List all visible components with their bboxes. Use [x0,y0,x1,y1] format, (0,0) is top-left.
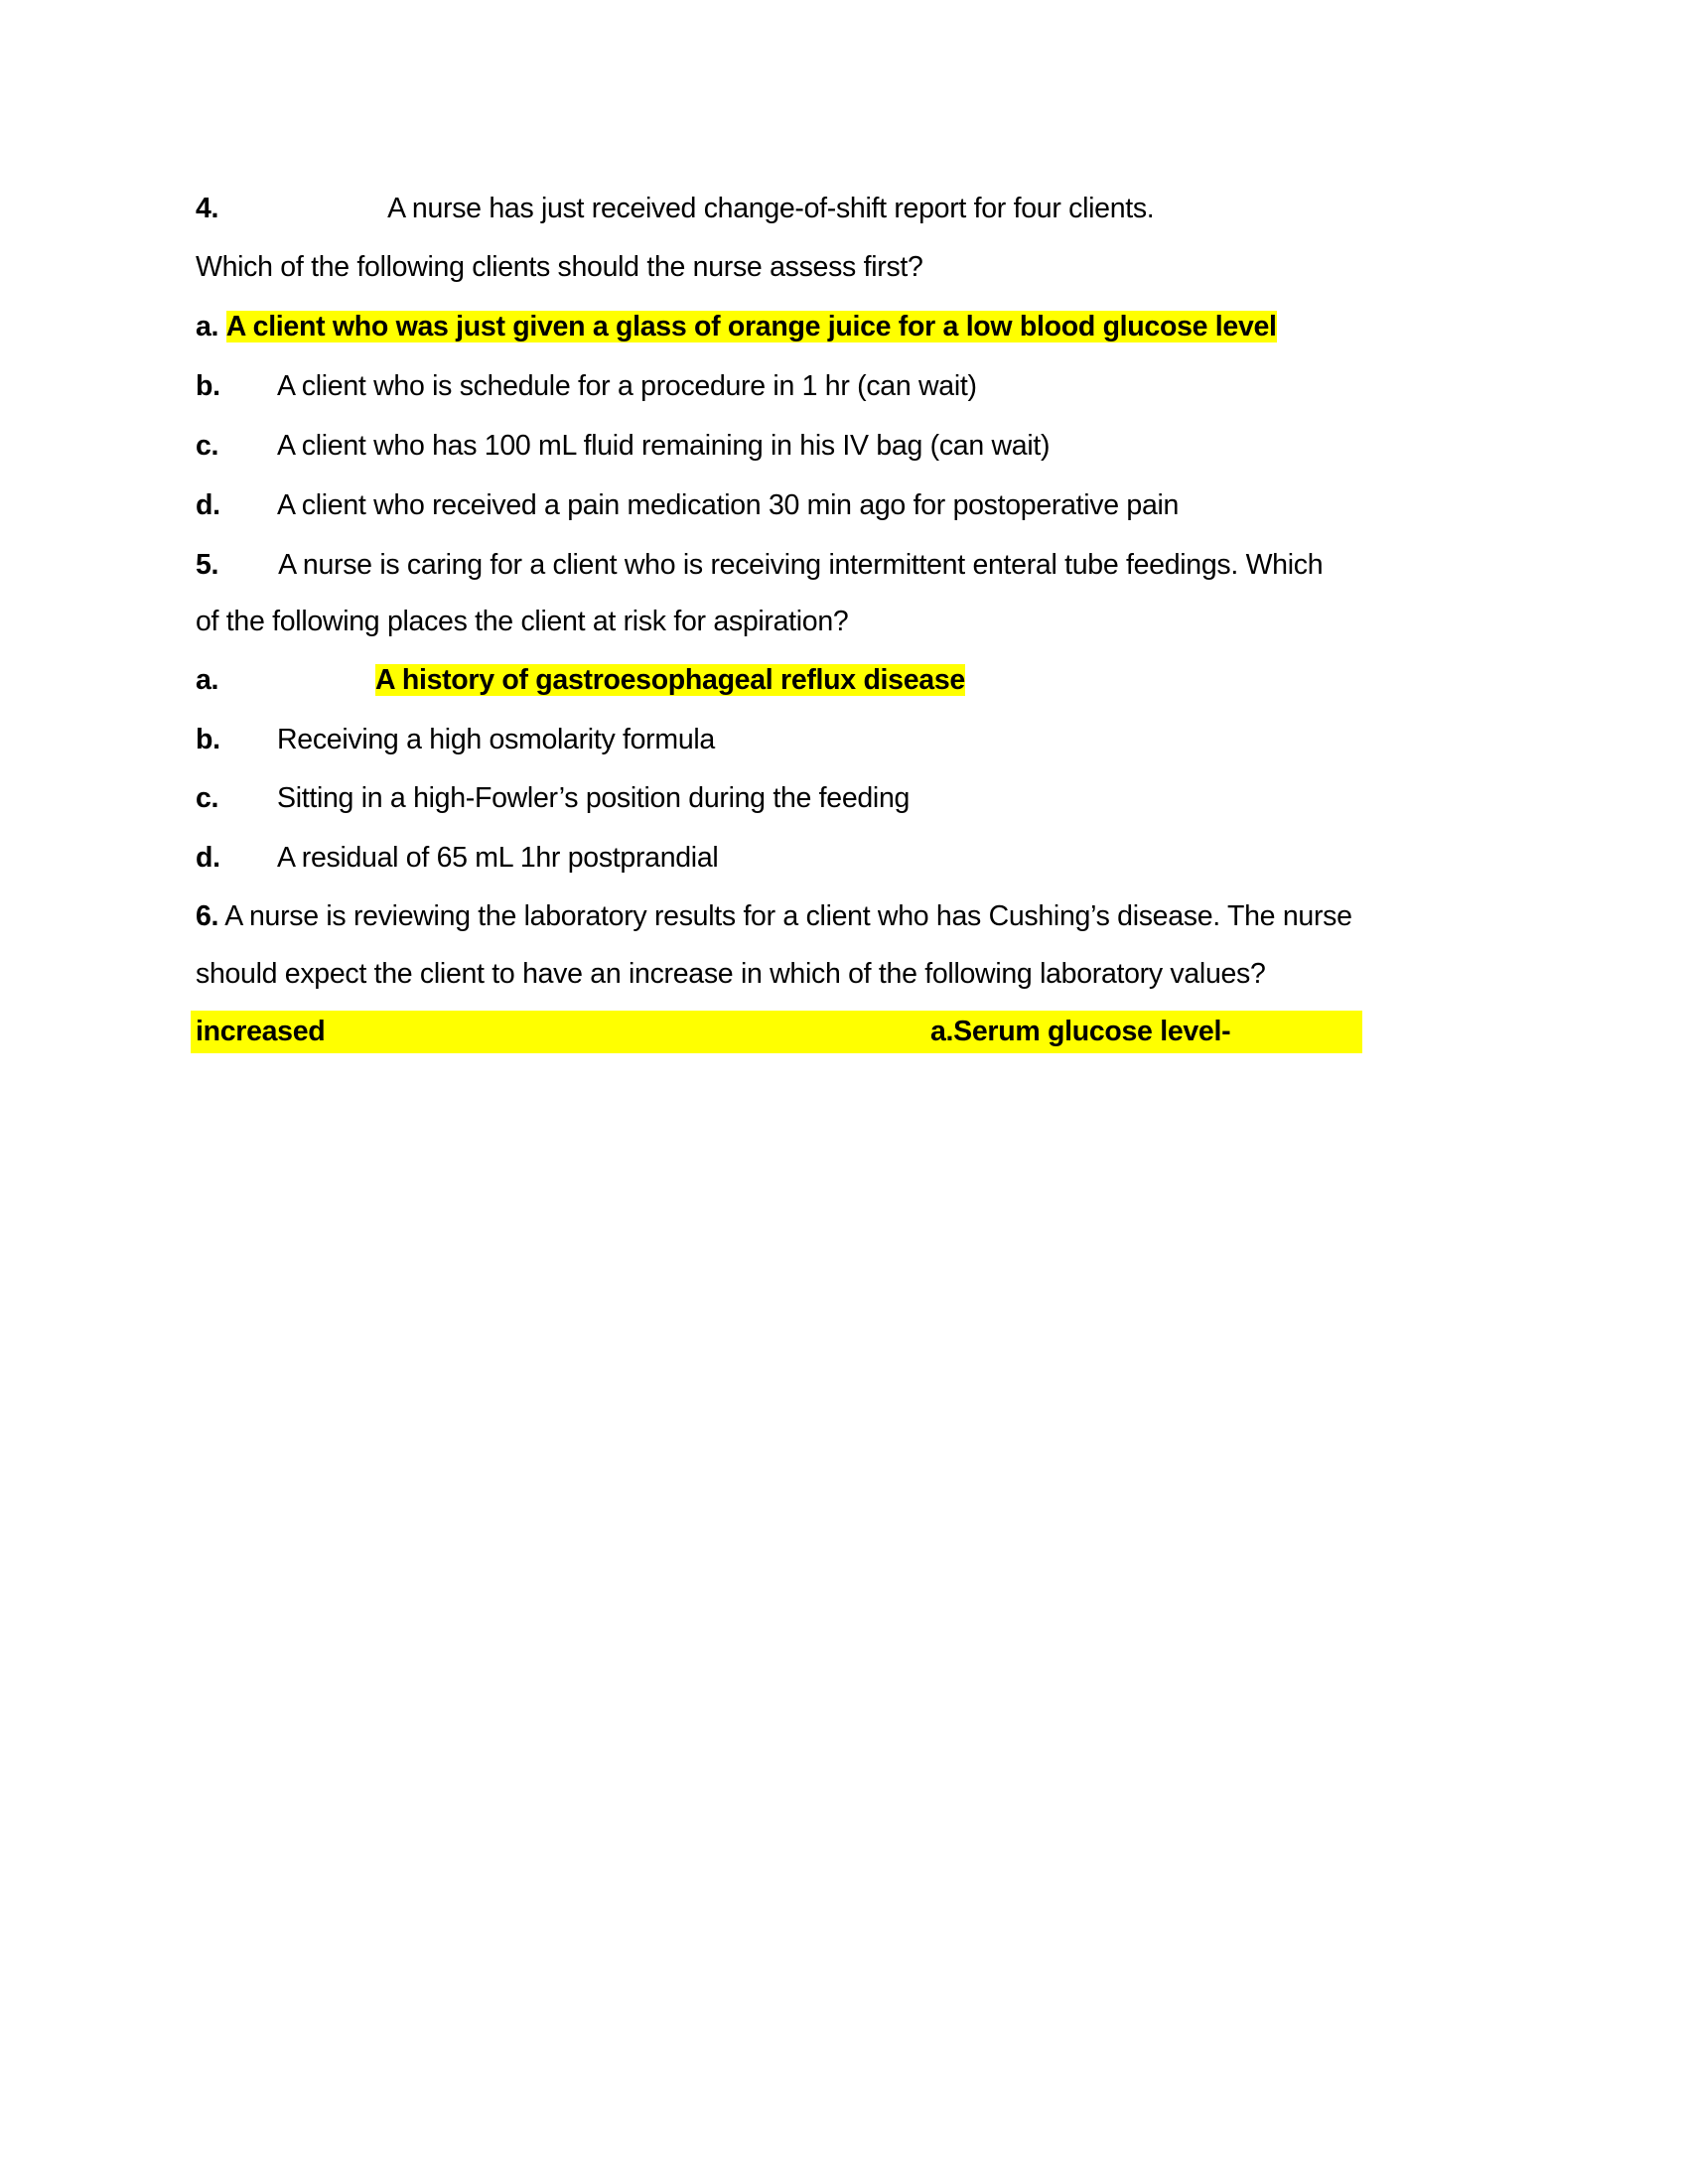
q4-option-a-letter: a. [196,311,219,342]
q5-option-d-text: A residual of 65 mL 1hr postprandial [277,842,719,874]
q4-option-c [196,425,1050,467]
q5-stem-line2: of the following places the client at risk for aspiration? [196,606,849,637]
q5-option-c-letter: c. [196,782,219,814]
q5-option-b [196,719,715,760]
q5-option-c-text: Sitting in a high-Fowler’s position during the feeding [277,782,911,814]
q4-option-b-text: A client who is schedule for a procedure in 1 hr (can wait) [277,370,977,402]
q5-option-a-letter: a. [196,664,219,696]
q5-option-b-letter: b. [196,724,220,755]
q4-option-d-letter: d. [196,489,220,521]
q4-option-b-letter: b. [196,370,220,402]
q6-answer-right: a.Serum glucose level- [930,1016,1231,1047]
q5-stem-text-1: A nurse is caring for a client who is receiving intermittent enteral tube feedings. Which [278,549,1324,581]
q4-option-d-text: A client who received a pain medication 30 min ago for postoperative pain [277,489,1180,521]
q5-number: 5. [196,549,219,581]
q4-option-a-text: A client who was just given a glass of orange juice for a low blood glucose level [225,311,1277,342]
q5-stem-line1 [196,544,1323,586]
q4-stem-line2: Which of the following clients should the nurse assess first? [196,251,923,283]
q6-number: 6. [196,900,219,932]
q6-stem-line2: should expect the client to have an increase in which of the following laboratory values? [196,958,1266,990]
q4-option-b [196,365,977,407]
q4-number: 4. [196,193,219,224]
q6-answer-highlight [191,1011,1362,1053]
q6-answer-left: increased [196,1016,326,1047]
q5-option-d [196,837,718,879]
q4-stem-text-1: A nurse has just received change-of-shift report for four clients. [387,193,1155,224]
q5-option-a-text: A history of gastroesophageal reflux disease [375,664,965,696]
q5-option-a [196,659,965,701]
q6-stem-text-1: A nurse is reviewing the laboratory results for a client who has Cushing’s disease. The nurse [224,900,1352,932]
q5-option-d-letter: d. [196,842,220,874]
q6-stem-line1 [196,895,1352,937]
q4-option-c-text: A client who has 100 mL fluid remaining in his IV bag (can wait) [277,430,1051,462]
q4-option-d [196,484,1179,526]
q5-option-b-text: Receiving a high osmolarity formula [277,724,715,755]
q4-option-c-letter: c. [196,430,219,462]
q4-stem-line1 [196,188,1154,229]
q5-option-c [196,777,910,819]
q4-option-a [196,306,1277,347]
